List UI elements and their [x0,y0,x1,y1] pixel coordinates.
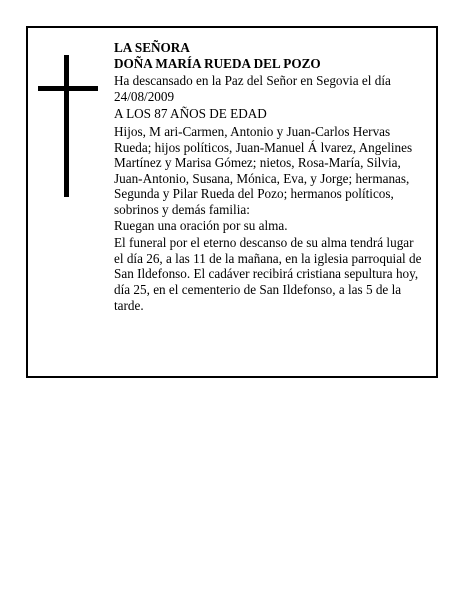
death-notice: Ha descansado en la Paz del Señor en Segovia el día 24/08/2009 [114,73,391,104]
heading-line-2: DOÑA MARÍA RUEDA DEL POZO [114,55,321,71]
age-line: A LOS 87 AÑOS DE EDAD [114,106,267,122]
prayer-request: Ruegan una oración por su alma. [114,217,288,233]
cross-vertical-bar [64,55,69,197]
heading-line-1: LA SEÑORA [114,40,190,55]
cross-icon [38,55,98,197]
cross-horizontal-bar [38,86,98,91]
family-list: Hijos, M ari-Carmen, Antonio y Juan-Carlos Hervas Rueda; hijos políticos, Juan-Manuel Á lvarez, Angelines Martínez y Marisa Gómez; nietos, Rosa-María, Silvia, Juan-Antonio, Susana, Mónica, Eva, y Jorge; hermanas, Segunda y Pilar Rueda del Pozo; hermanos políticos, sobrinos y demás familia: [114,123,413,217]
obituary-text [114,40,422,313]
funeral-details: El funeral por el eterno descanso de su alma tendrá lugar el día 26, a las 11 de la mañana, en la iglesia parroquial de San Ildefonso. El cadáver recibirá cristiana sepultura hoy, día 25, en el cementerio de San Ildefonso, a las 5 de la tarde. [114,235,422,313]
